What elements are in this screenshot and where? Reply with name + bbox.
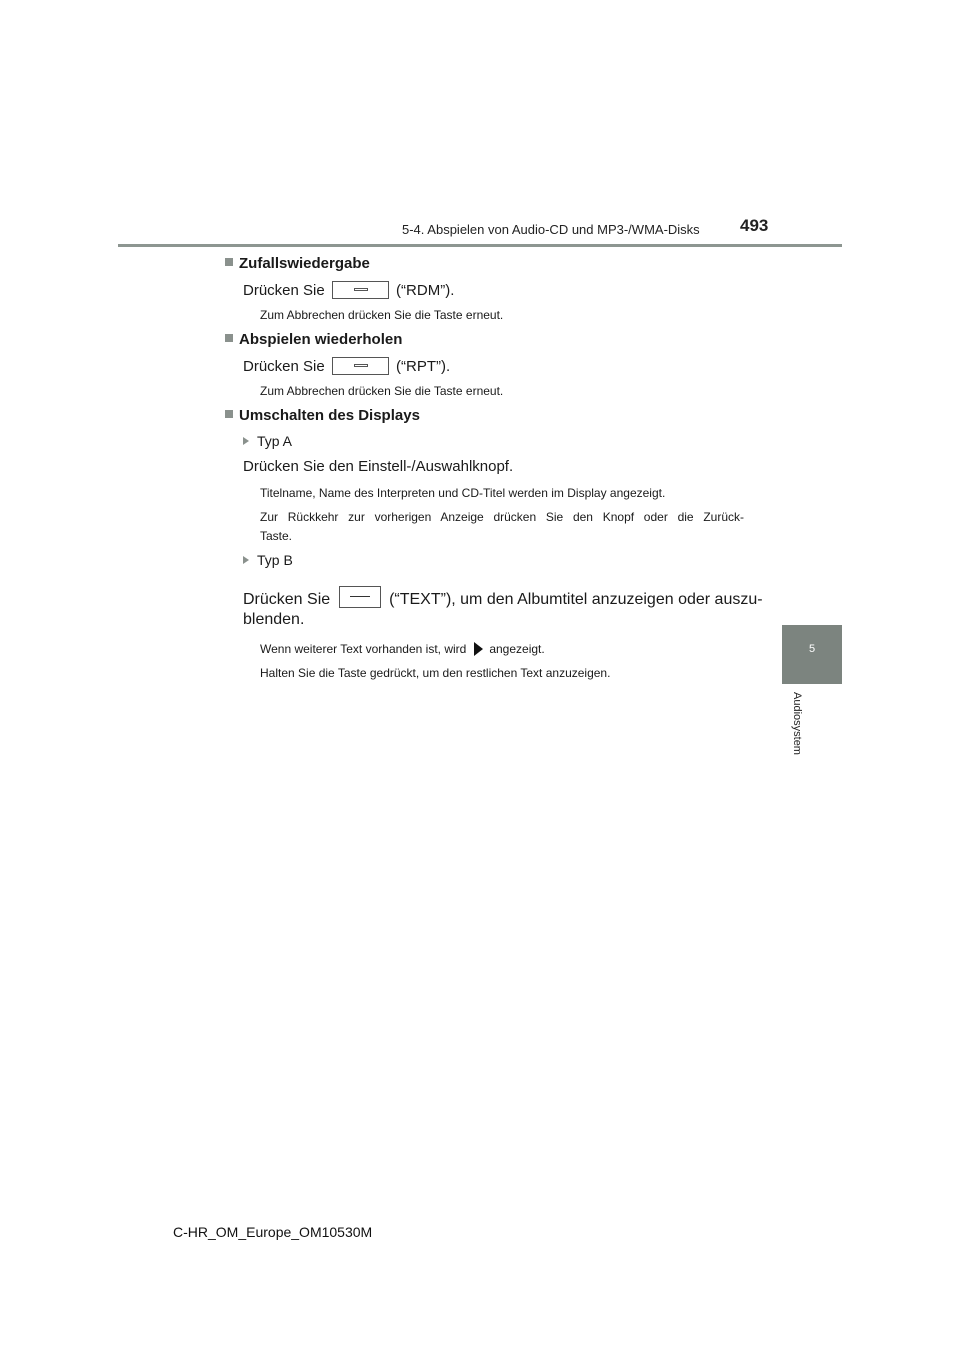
triangle-bullet-icon: [243, 437, 249, 445]
heading-switch-display: Umschalten des Displays: [225, 407, 420, 424]
type-b-instruction-line-2: blenden.: [243, 611, 305, 628]
rpt-button-icon: [332, 357, 389, 375]
type-b-label: Typ B: [243, 552, 293, 568]
random-instruction: Drücken Sie (“RDM”).: [243, 282, 455, 299]
rdm-button-icon: [332, 281, 389, 299]
document-id: C-HR_OM_Europe_OM10530M: [173, 1224, 373, 1240]
type-a-note-2-line-2: Taste.: [260, 529, 293, 543]
repeat-instruction: Drücken Sie (“RPT”).: [243, 358, 451, 375]
header-section-title: 5-4. Abspielen von Audio-CD und MP3-/WMA-Disks: [402, 222, 700, 237]
random-note: Zum Abbrechen drücken Sie die Taste erneut.: [260, 308, 504, 322]
type-b-note-2: Halten Sie die Taste gedrückt, um den restlichen Text anzuzeigen.: [260, 666, 611, 680]
more-text-arrow-icon: [474, 642, 483, 656]
chapter-number: 5: [808, 643, 816, 655]
section-bullet-icon: [225, 410, 233, 418]
repeat-note: Zum Abbrechen drücken Sie die Taste erneut.: [260, 384, 504, 398]
header-divider: [118, 244, 842, 247]
chapter-label: Audiosystem: [791, 692, 803, 755]
type-b-note-1: Wenn weiterer Text vorhanden ist, wird angezeigt.: [260, 642, 545, 656]
section-bullet-icon: [225, 334, 233, 342]
heading-random-playback: Zufallswiedergabe: [225, 255, 370, 272]
section-bullet-icon: [225, 258, 233, 266]
text-button-icon: [339, 586, 381, 608]
triangle-bullet-icon: [243, 556, 249, 564]
heading-repeat-playback: Abspielen wiederholen: [225, 331, 402, 348]
type-a-instruction: Drücken Sie den Einstell-/Auswahlknopf.: [243, 458, 514, 475]
type-a-note-1: Titelname, Name des Interpreten und CD-Titel werden im Display angezeigt.: [260, 486, 666, 500]
type-a-label: Typ A: [243, 433, 292, 449]
type-a-note-2-line-1: Zur Rückkehr zur vorherigen Anzeige drücken Sie den Knopf oder die Zurück-: [260, 510, 744, 524]
page-number: 493: [740, 216, 769, 235]
type-b-instruction: Drücken Sie (“TEXT”), um den Albumtitel anzuzeigen oder auszu-: [243, 586, 763, 609]
chapter-tab: [782, 625, 842, 684]
